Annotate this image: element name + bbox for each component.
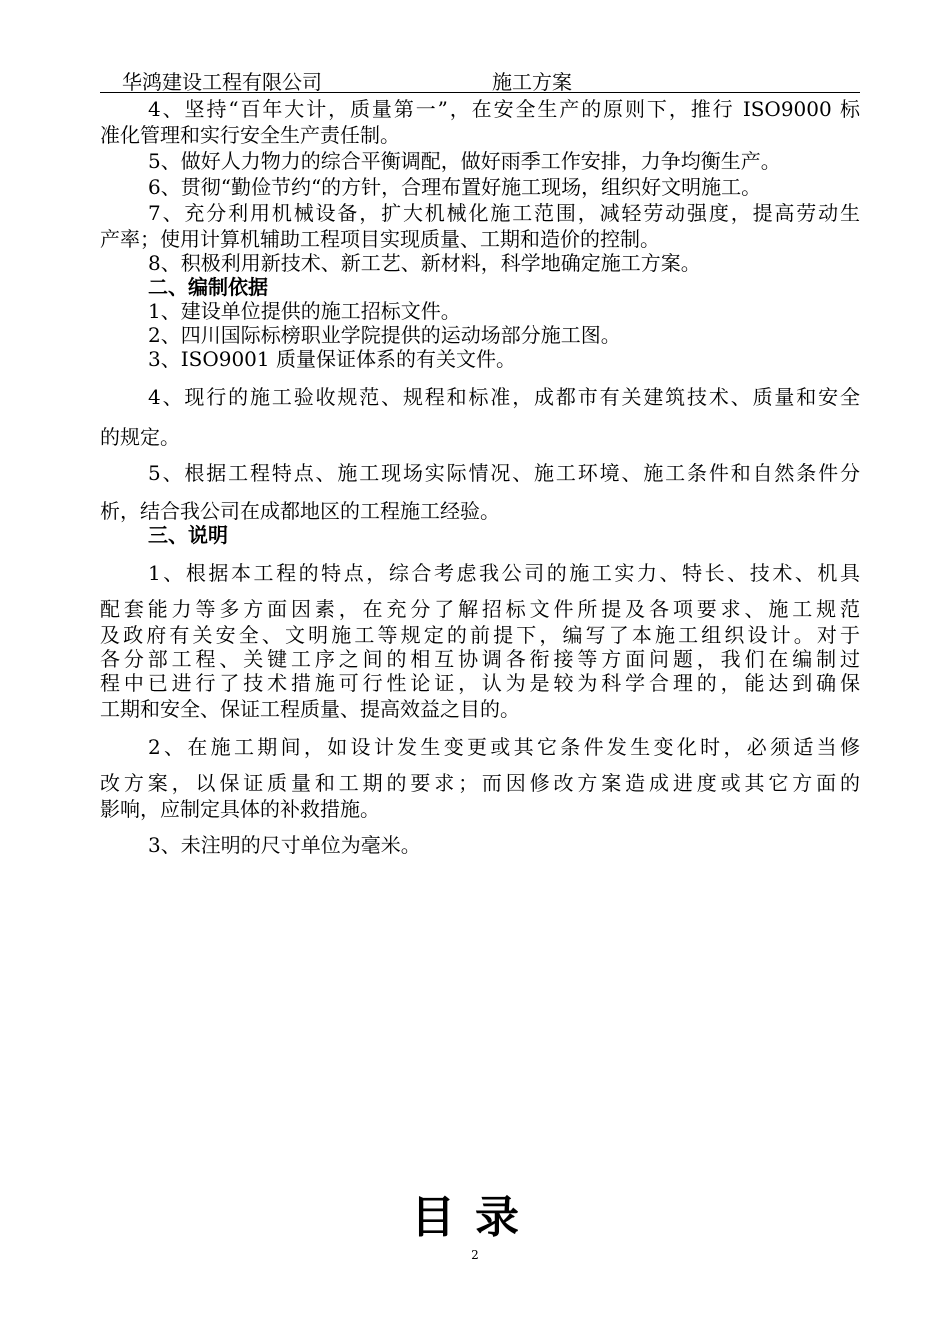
body-line: 5、根据工程特点、施工现场实际情况、施工环境、施工条件和自然条件分	[148, 461, 860, 485]
body-line: 5、做好人力物力的综合平衡调配，做好雨季工作安排，力争均衡生产。	[148, 149, 781, 173]
body-line: 1、建设单位提供的施工招标文件。	[148, 299, 461, 323]
section-heading-notes: 三、说明	[148, 523, 228, 547]
body-line: 4、坚持“百年大计，质量第一”，在安全生产的原则下，推行 ISO9000 标	[148, 97, 860, 121]
body-line: 程中已进行了技术措施可行性论证，认为是较为科学合理的，能达到确保	[100, 671, 860, 695]
body-line: 8、积极利用新技术、新工艺、新材料，科学地确定施工方案。	[148, 251, 701, 275]
body-line: 产率；使用计算机辅助工程项目实现质量、工期和造价的控制。	[100, 227, 660, 251]
body-line: 工期和安全、保证工程质量、提高效益之目的。	[100, 697, 520, 721]
body-line: 的规定。	[100, 425, 180, 449]
page-header	[100, 66, 860, 93]
toc-title: 目录	[411, 1192, 539, 1243]
body-line: 配套能力等多方面因素，在充分了解招标文件所提及各项要求、施工规范	[100, 597, 860, 621]
section-heading-basis: 二、编制依据	[148, 275, 268, 299]
body-line: 3、ISO9001 质量保证体系的有关文件。	[148, 347, 516, 371]
body-line: 6、贯彻“勤俭节约“的方针，合理布置好施工现场，组织好文明施工。	[148, 175, 762, 199]
body-line: 7、充分利用机械设备，扩大机械化施工范围，减轻劳动强度，提高劳动生	[148, 201, 860, 225]
page-number: 2	[471, 1248, 479, 1262]
header-company-name: 华鸿建设工程有限公司	[122, 70, 322, 94]
body-line: 4、现行的施工验收规范、规程和标准，成都市有关建筑技术、质量和安全	[148, 385, 860, 409]
body-line: 影响，应制定具体的补救措施。	[100, 797, 380, 821]
body-line: 1、根据本工程的特点，综合考虑我公司的施工实力、特长、技术、机具	[148, 561, 860, 585]
body-line: 各分部工程、关键工序之间的相互协调各衔接等方面问题，我们在编制过	[100, 647, 860, 671]
body-line: 2、在施工期间，如设计发生变更或其它条件发生变化时，必须适当修	[148, 735, 860, 759]
body-line: 3、未注明的尺寸单位为毫米。	[148, 833, 421, 857]
body-line: 准化管理和实行安全生产责任制。	[100, 123, 400, 147]
header-document-type: 施工方案	[492, 70, 572, 94]
body-line: 2、四川国际标榜职业学院提供的运动场部分施工图。	[148, 323, 621, 347]
body-line: 析，结合我公司在成都地区的工程施工经验。	[100, 499, 500, 523]
body-line: 及政府有关安全、文明施工等规定的前提下，编写了本施工组织设计。对于	[100, 623, 860, 647]
body-line: 改方案，以保证质量和工期的要求；而因修改方案造成进度或其它方面的	[100, 771, 860, 795]
